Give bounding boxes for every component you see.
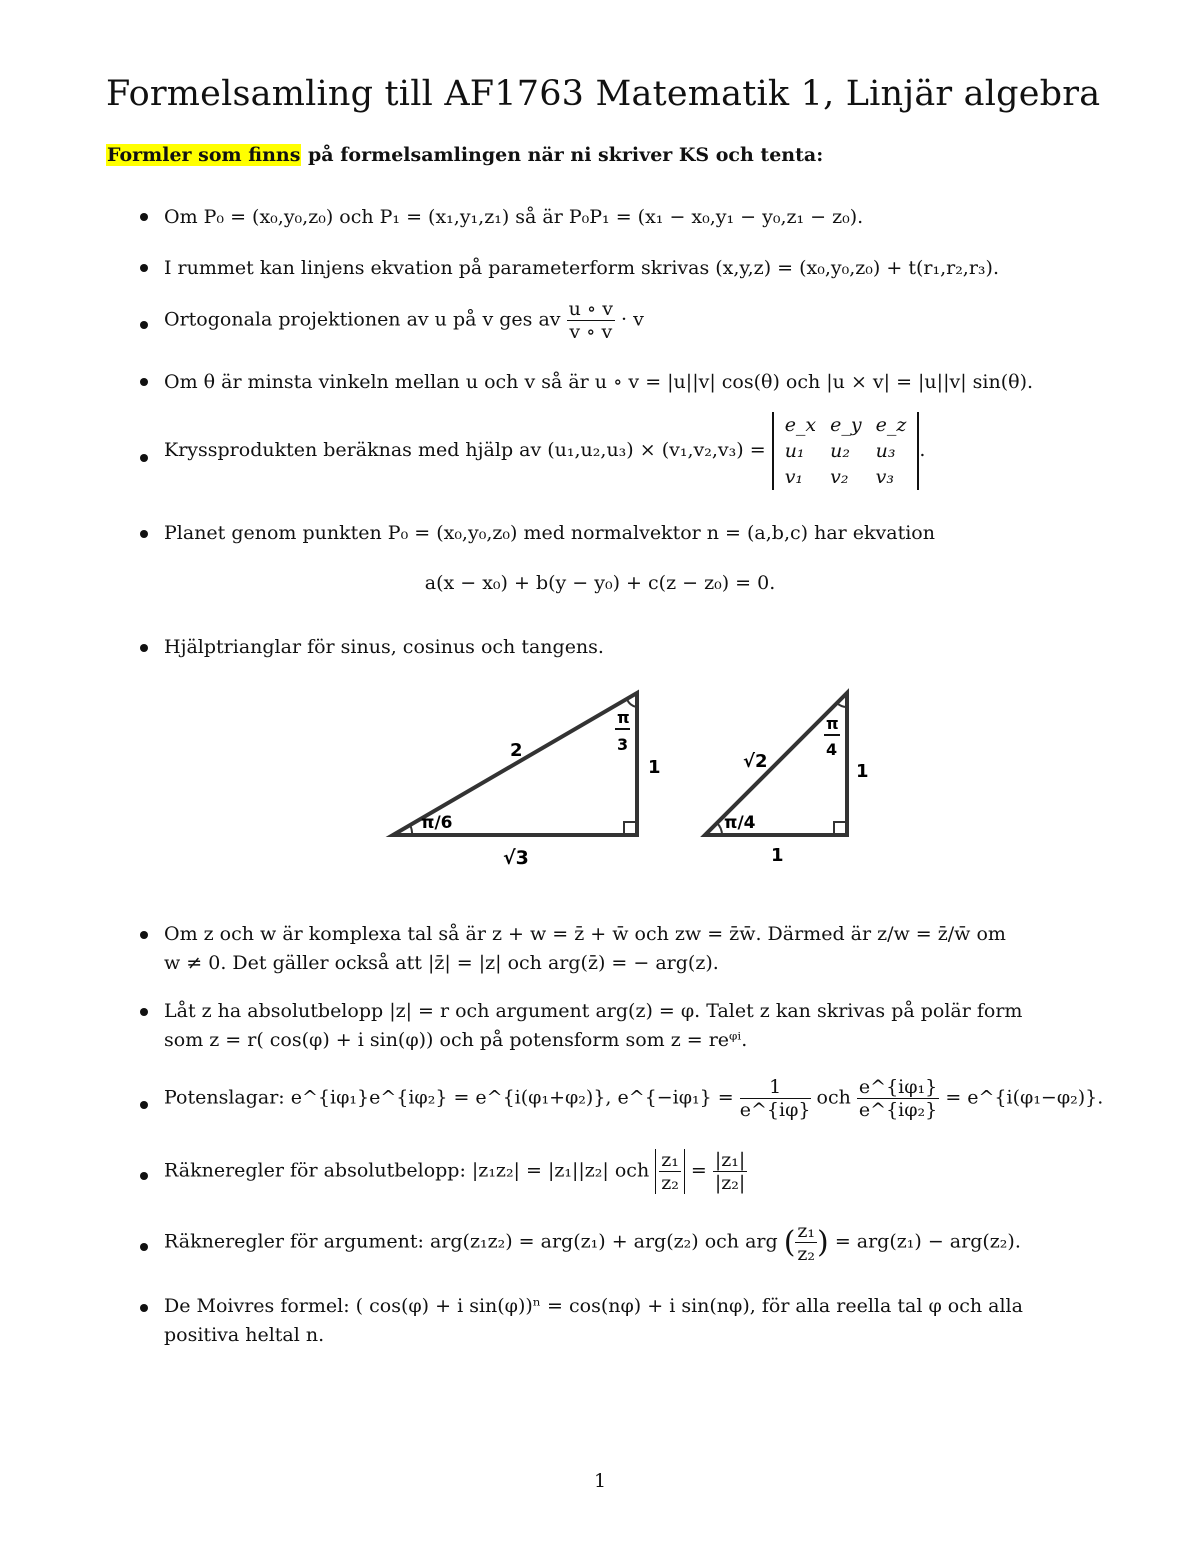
angle-top-numerator: π	[617, 708, 630, 727]
arg-rule-suffix: = arg(z₁) − arg(z₂).	[834, 1230, 1021, 1253]
power-fraction-2	[857, 1076, 939, 1121]
page-number: 1	[593, 1470, 607, 1492]
fraction-numerator: 1	[740, 1076, 811, 1099]
angle-label: π/4	[724, 813, 756, 833]
abs-rhs-fraction	[713, 1149, 747, 1194]
power-law-prefix: Potenslagar: e^{iφ₁}e^{iφ₂} = e^{i(φ₁+φ₂)}, e^{−iφ₁} =	[164, 1086, 734, 1109]
angle-top-denominator: 3	[617, 735, 629, 754]
base-label: √3	[503, 847, 529, 869]
formula-item-13-line-1: De Moivres formel: ( cos(φ) + i sin(φ))ⁿ = cos(nφ) + i sin(nφ), för alla reella tal φ och alla	[164, 1295, 1023, 1317]
hypotenuse-label: √2	[743, 751, 768, 772]
matrix-cell: v₁	[784, 466, 804, 488]
abs-value-bars	[655, 1149, 685, 1194]
bullet	[140, 1008, 148, 1016]
base-label: 1	[771, 845, 784, 866]
formula-item-7: Hjälptrianglar för sinus, cosinus och tangens.	[164, 636, 604, 658]
formula-item-9-line-2: som z = r( cos(φ) + i sin(φ)) och på potensform som z = reᵠⁱ.	[164, 1029, 748, 1051]
fraction-numerator: |z₁|	[714, 1149, 746, 1171]
fraction-denominator: |z₂|	[714, 1172, 746, 1194]
formula-item-13-line-2: positiva heltal n.	[164, 1324, 325, 1346]
triangle-pi4	[705, 693, 869, 866]
matrix-cell: u₃	[875, 440, 896, 462]
bullet	[140, 1304, 148, 1312]
matrix-cell: e_y	[830, 414, 862, 436]
formula-item-10	[164, 1076, 1103, 1121]
side-label: 1	[856, 761, 869, 782]
matrix-cell: v₃	[875, 466, 894, 488]
fraction-denominator: z₂	[797, 1243, 816, 1265]
formula-item-11: Räkneregler för absolutbelopp: |z₁z₂| = |z₁||z₂| och $\frac{\text{z₁}}{\text{z₂}}$ = $\frac{\text{|z₁|}}{\text{|z₂|}}$	[164, 1149, 746, 1194]
plane-equation: a(x − x₀) + b(y − y₀) + c(z − z₀) = 0.	[424, 572, 776, 594]
cross-product-prefix: Kryssprodukten beräknas med hjälp av (u₁,u₂,u₃) × (v₁,v₂,v₃) =	[164, 439, 766, 461]
power-law-suffix: = e^{i(φ₁−φ₂)}.	[945, 1086, 1104, 1109]
arg-fraction	[795, 1220, 817, 1265]
fraction-denominator: e^{iφ₂}	[858, 1099, 938, 1121]
angle-top-denominator: 4	[826, 740, 838, 759]
formula-item-8-line-2: w ≠ 0. Det gäller också att |z̄| = |z| och arg(z̄) = − arg(z).	[164, 952, 719, 974]
fraction-numerator: u ∘ v	[568, 298, 613, 320]
fraction-denominator: e^{iφ}	[739, 1099, 811, 1121]
highlighted-text: Formler som finns	[107, 144, 301, 166]
hypotenuse-label: 2	[510, 740, 523, 761]
bullet	[140, 1172, 148, 1180]
matrix-cell: u₂	[830, 440, 851, 462]
power-fraction-1	[740, 1076, 811, 1121]
matrix-cell: v₂	[830, 466, 849, 488]
formula-item-1: Om P₀ = (x₀,y₀,z₀) och P₁ = (x₁,y₁,z₁) så är P₀P₁ = (x₁ − x₀,y₁ − y₀,z₁ − z₀).	[164, 206, 864, 228]
fraction-numerator: z₁	[661, 1149, 679, 1171]
fraction-numerator: e^{iφ₁}	[858, 1076, 938, 1098]
triangle-pi6	[393, 693, 661, 869]
fraction-denominator: v ∘ v	[569, 321, 613, 343]
matrix-cell: e_z	[875, 414, 907, 436]
formula-item-4: Om θ är minsta vinkeln mellan u och v så är u ∘ v = |u||v| cos(θ) och |u × v| = |u||v| sin(θ).	[164, 371, 1034, 393]
formula-item-12: Räkneregler för argument: arg(z₁z₂) = arg(z₁) + arg(z₂) och arg ( $\frac{\text{z₁}}{\text{z₂}}$ ) = arg(z₁) − arg(z₂).	[164, 1220, 1021, 1265]
formula-item-2: I rummet kan linjens ekvation på parameterform skrivas (x,y,z) = (x₀,y₀,z₀) + t(r₁,r₂,r₃).	[164, 257, 999, 279]
power-law-middle: och	[816, 1086, 851, 1109]
abs-rule-prefix: Räkneregler för absolutbelopp: |z₁z₂| = |z₁||z₂| och	[164, 1159, 650, 1182]
side-label: 1	[648, 757, 661, 778]
bullet	[140, 1243, 148, 1251]
formula-item-5: Kryssprodukten beräknas med hjälp av (u₁,u₂,u₃) × (v₁,v₂,v₃) = e_x e_y e_z u₁ u₂ u₃ v₁ v₂ v₃ .	[164, 414, 926, 488]
formula-item-6: Planet genom punkten P₀ = (x₀,y₀,z₀) med normalvektor n = (a,b,c) har ekvation	[164, 522, 935, 544]
abs-fraction	[659, 1149, 681, 1194]
formula-item-9-line-1: Låt z ha absolutbelopp |z| = r och argument arg(z) = φ. Talet z kan skrivas på polär form	[164, 1000, 1023, 1022]
arg-rule-prefix: Räkneregler för argument: arg(z₁z₂) = arg(z₁) + arg(z₂) och arg	[164, 1230, 778, 1253]
page-title: Formelsamling till AF1763 Matematik 1, Linjär algebra	[106, 74, 1101, 114]
matrix-cell: u₁	[784, 440, 805, 462]
angle-top-numerator: π	[826, 714, 839, 733]
fraction-denominator: z₂	[661, 1172, 679, 1194]
projection-prefix: Ortogonala projektionen av u på v ges av	[164, 308, 561, 331]
bullet	[140, 931, 148, 939]
projection-suffix: · v	[621, 308, 644, 331]
matrix-cell: e_x	[784, 414, 817, 436]
fraction-numerator: z₁	[797, 1220, 816, 1242]
formula-item-8-line-1: Om z och w är komplexa tal så är z + w = z̄ + w̄ och zw = z̄w̄. Därmed är z/w = z̄/w̄ om	[164, 923, 1006, 945]
subtitle-rest: på formelsamlingen när ni skriver KS och tenta:	[301, 144, 824, 166]
bullet	[140, 1101, 148, 1109]
angle-label: π/6	[421, 813, 453, 833]
